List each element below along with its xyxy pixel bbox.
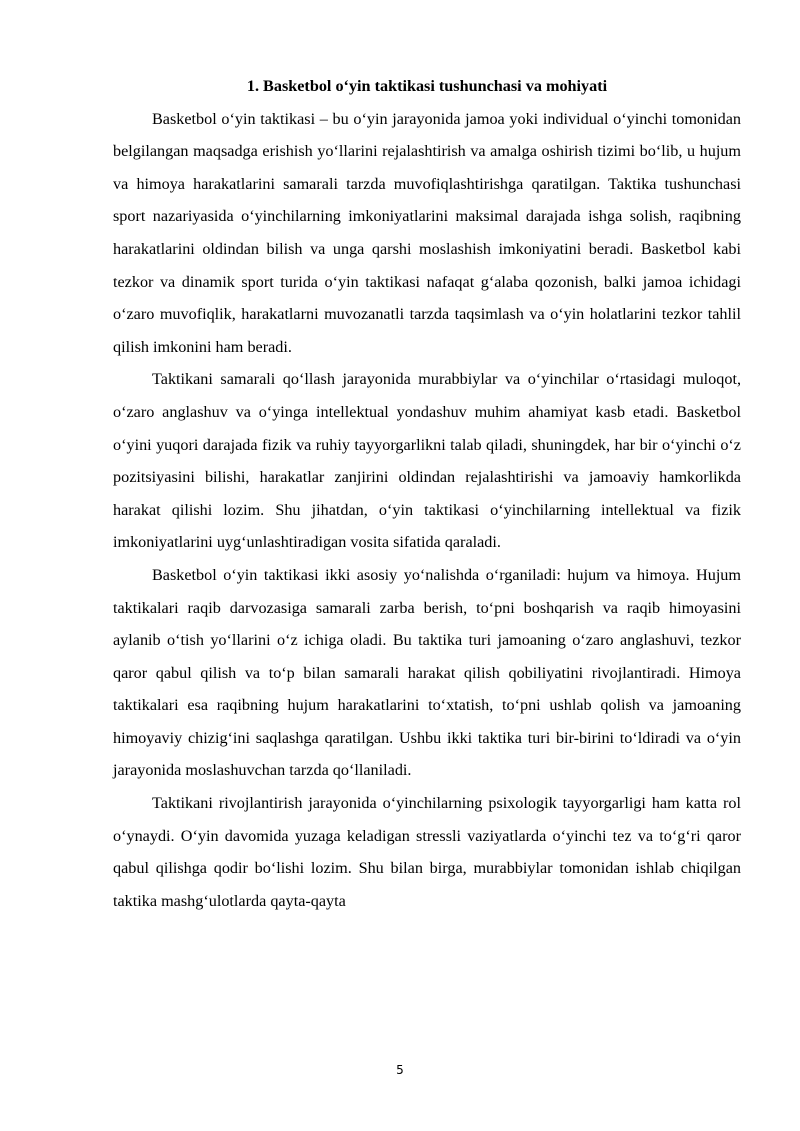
paragraph-3: Basketbol o‘yin taktikasi ikki asosiy yo‘nalishda o‘rganiladi: hujum va himoya. Hujum taktikalari raqib darvozasiga samarali zarba berish, to‘pni boshqarish va raqib himoyasini aylanib o‘tish yo‘llarini o‘z ichiga oladi. Bu taktika turi jamoaning o‘zaro anglashuvi, tezkor qaror qabul qilish va to‘p bilan samarali harakat qilish qobiliyatini rivojlantiradi. Himoya taktikalari esa raqibning hujum harakatlarini to‘xtatish, to‘pni ushlab qolish va jamoaning himoyaviy chizig‘ini saqlashga qaratilgan. Ushbu ikki taktika turi bir-birini to‘ldiradi va o‘yin jarayonida moslashuvchan tarzda qo‘llaniladi. [113, 565, 741, 780]
paragraph-1: Basketbol o‘yin taktikasi – bu o‘yin jarayonida jamoa yoki individual o‘yinchi tomonidan belgilangan maqsadga erishish yo‘llarini rejalashtirish va amalga oshirish tizimi bo‘lib, u hujum va himoya harakatlarini samarali tarzda muvofiqlashtirishga qaratilgan. Taktika tushunchasi sport nazariyasida o‘yinchilarning imkoniyatlarini maksimal darajada ishga solish, raqibning harakatlarini oldindan bilish va unga qarshi moslashish imkoniyatini beradi. Basketbol kabi tezkor va dinamik sport turida o‘yin taktikasi nafaqat g‘alaba qozonish, balki jamoa ichidagi o‘zaro muvofiqlik, harakatlarni muvozanatli tarzda taqsimlash va o‘yin holatlarini tezkor tahlil qilish imkonini ham beradi. [113, 109, 741, 356]
paragraph-2: Taktikani samarali qo‘llash jarayonida murabbiylar va o‘yinchilar o‘rtasidagi muloqot, o‘zaro anglashuv va o‘yinga intellektual yondashuv muhim ahamiyat kasb etadi. Basketbol o‘yini yuqori darajada fizik va ruhiy tayyorgarlikni talab qiladi, shuningdek, har bir o‘yinchi o‘z pozitsiyasini bilishi, harakatlar zanjirini oldindan rejalashtirishi va jamoaviy hamkorlikda harakat qilishi lozim. Shu jihatdan, o‘yin taktikasi o‘yinchilarning intellektual va fizik imkoniyatlarini uyg‘unlashtiradigan vosita sifatida qaraladi. [113, 370, 741, 552]
paragraph-4: Taktikani rivojlantirish jarayonida o‘yinchilarning psixologik tayyorgarligi ham katta rol o‘ynaydi. O‘yin davomida yuzaga keladigan stressli vaziyatlarda o‘yinchi tez va to‘g‘ri qaror qabul qilishga qodir bo‘lishi lozim. Shu bilan birga, murabbiylar tomonidan ishlab chiqilgan taktika mashg‘ulotlarda qayta-qayta [113, 794, 741, 910]
page-number: 5 [396, 1063, 404, 1077]
page-body [113, 70, 741, 917]
section-heading: 1. Basketbol o‘yin taktikasi tushunchasi va mohiyati [246, 77, 608, 95]
